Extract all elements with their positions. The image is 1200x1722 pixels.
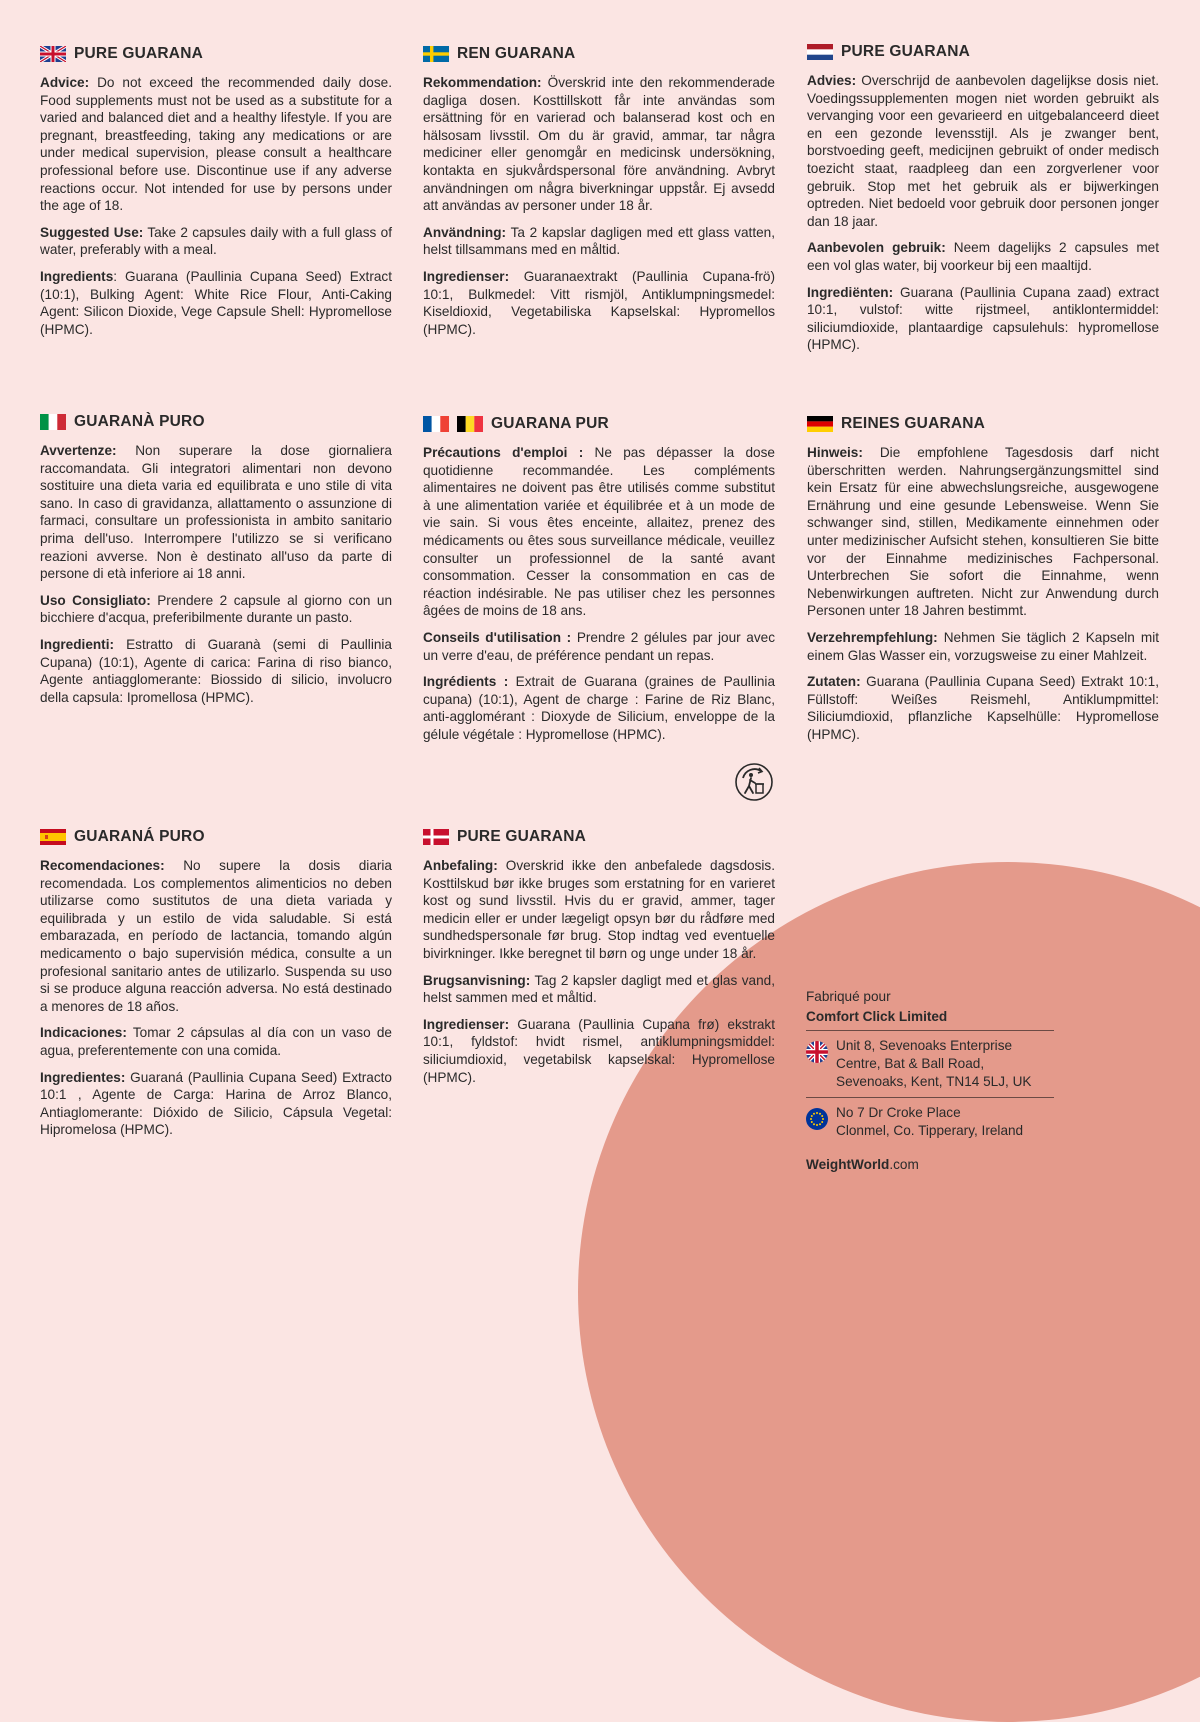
paragraph-label: Suggested Use: xyxy=(40,224,144,240)
paragraph-label: Advies: xyxy=(807,73,857,88)
uk-address-line: Centre, Bat & Ball Road, xyxy=(836,1056,985,1071)
section-title: GUARANÁ PURO xyxy=(74,828,205,845)
paragraph-label: Ingrediënten: xyxy=(807,284,894,300)
paragraph-text: Prendere 2 capsule al giorno con un bicchiere d'acqua, preferibilmente durante un pasto. xyxy=(40,592,392,626)
paragraph-label: Ingredienser: xyxy=(423,1016,510,1032)
section-paragraph xyxy=(40,592,392,627)
section-nl xyxy=(807,40,1159,363)
italy-flag-icon xyxy=(40,414,66,430)
section-paragraph xyxy=(423,268,775,338)
section-paragraph xyxy=(423,629,775,664)
paragraph-label: Rekommendation: xyxy=(423,75,542,90)
section-title: PURE GUARANA xyxy=(841,43,970,60)
eu-address xyxy=(806,1097,1054,1146)
paragraph-label: Ingredientes: xyxy=(40,1069,126,1085)
paragraph-label: Zutaten: xyxy=(807,674,861,690)
section-heading xyxy=(40,825,392,849)
paragraph-text: Overschrijd de aanbevolen dagelijkse dosis niet. Voedingssupplementen mogen niet worden gebruikt als vervanging voor een gevarieerd en uitgebalanceerd dieet en een gezonde levensstijl. Als je zwanger bent, borstvoeding geeft, medicijnen gebruikt of onder medisch toezicht staat, raadpleeg dan een zorgverlener voor gebruik. Stop met het gebruik als er bijwerkingen optreden. Niet bedoeld voor gebruik door personen jonger dan 18 jaar. xyxy=(807,73,1159,229)
paragraph-label: Verzehrempfehlung: xyxy=(807,629,938,645)
section-heading xyxy=(423,412,775,436)
france-flag-icon xyxy=(423,416,449,432)
paragraph-label: Brugsanvisning: xyxy=(423,972,531,988)
paragraph-text: Nehmen Sie täglich 2 Kapseln mit einem Glas Wasser ein, vorzugsweise zu einer Mahlzeit. xyxy=(807,629,1159,663)
paragraph-label: Indicaciones: xyxy=(40,1025,127,1041)
belgium-flag-icon xyxy=(457,416,483,432)
section-paragraph xyxy=(423,444,775,620)
paragraph-text: Die empfohlene Tagesdosis darf nicht überschritten werden. Nahrungsergänzungsmittel sind kein Ersatz für eine abwechslungsreiche, ausgewogene Ernährung und eine gesunde Lebensweise. Wenn Sie schwanger sind, stillen, Medikamente einnehmen oder unter medizinischer Aufsicht stehen, konsultieren Sie bitte vor der Einnahme medizinisches Fachpersonal. Unterbrechen Sie sofort die Einnahme, wenn Nebenwirkungen auftreten. Nicht zur Anwendung durch Personen unter 18 Jahren bestimmt. xyxy=(807,445,1159,619)
paragraph-label: Ingredienti: xyxy=(40,636,115,652)
section-paragraph xyxy=(423,224,775,259)
section-heading xyxy=(807,412,1159,436)
manufacturer-info xyxy=(806,988,1054,1174)
section-paragraph xyxy=(40,636,392,706)
section-paragraph xyxy=(40,442,392,583)
paragraph-text: Ne pas dépasser la dose quotidienne recommandée. Les compléments alimentaires ne doivent pas être utilisés comme substitut à une alimentation variée et équilibrée et à un mode de vie sain. Si vous êtes enceinte, allaitez, prenez des médicaments ou êtes sous surveillance médicale, veuillez consulter un professionnel de la santé avant consommation. Cesser la consommation en cas de réaction indésirable. Ne pas utiliser chez les personnes âgées de moins de 18 ans. xyxy=(423,445,775,619)
made-for-label: Fabriqué pour xyxy=(806,989,891,1004)
section-de xyxy=(807,412,1159,753)
paragraph-text: Tomar 2 cápsulas al día con un vaso de agua, preferentemente con una comida. xyxy=(40,1025,392,1058)
brand-domain: .com xyxy=(889,1157,919,1172)
company-name: Comfort Click Limited xyxy=(806,1009,948,1024)
section-heading xyxy=(807,40,1159,64)
paragraph-text: Extrait de Guarana (graines de Paullinia cupana) (10:1), Agent de charge : Farine de Riz Blanc, anti-agglomérant : Dioxyde de Silicium, enveloppe de la gélule végétale : Hypromellose (HPMC). xyxy=(423,674,775,742)
section-paragraph xyxy=(40,1024,392,1059)
paragraph-label: Ingredienser: xyxy=(423,268,510,284)
uk-flag-icon xyxy=(40,46,66,62)
eu-address-line: No 7 Dr Croke Place xyxy=(836,1105,961,1120)
paragraph-text: Ta 2 kapslar dagligen med ett glass vatten, helst tillsammans med en måltid. xyxy=(423,224,775,258)
section-heading xyxy=(40,410,392,434)
paragraph-text: Tag 2 kapsler dagligt med et glas vand, helst sammen med et måltid. xyxy=(423,972,775,1006)
paragraph-text: Non superare la dose giornaliera raccomandata. Gli integratori alimentari non devono sostituire una dieta varia ed equilibrata e uno stile di vita sano. In caso di gravidanza, allattamento o assunzione di farmaci, consultare un professionista in ambito sanitario prima dell'uso. Interrompere l'utilizzo se si verificano reazioni avverse. Non è destinato all'uso da parte di persone di età inferiore ai 18 anni. xyxy=(40,443,392,582)
section-heading xyxy=(40,42,392,66)
section-da xyxy=(423,825,775,1095)
section-en xyxy=(40,42,392,347)
paragraph-label: Recomendaciones: xyxy=(40,858,165,873)
paragraph-label: Aanbevolen gebruik: xyxy=(807,240,946,256)
eu-flag-icon xyxy=(806,1108,828,1130)
section-paragraph xyxy=(423,857,775,963)
section-es xyxy=(40,825,392,1148)
denmark-flag-icon xyxy=(423,829,449,845)
paragraph-text: Prendre 2 gélules par jour avec un verre d'eau, de préférence pendant un repas. xyxy=(423,629,775,663)
section-heading xyxy=(423,825,775,849)
section-paragraph xyxy=(40,1069,392,1139)
recycle-person-icon xyxy=(734,762,774,802)
section-paragraph xyxy=(807,72,1159,230)
section-title: REN GUARANA xyxy=(457,45,576,62)
paragraph-label: Hinweis: xyxy=(807,445,863,460)
uk-address-line: Sevenoaks, Kent, TN14 5LJ, UK xyxy=(836,1074,1032,1089)
paragraph-label: Précautions d'emploi : xyxy=(423,445,584,460)
section-paragraph xyxy=(423,673,775,743)
section-it xyxy=(40,410,392,715)
uk-address-line: Unit 8, Sevenoaks Enterprise xyxy=(836,1038,1013,1053)
paragraph-text: Överskrid inte den rekommenderade dagliga dosen. Kosttillskott får inte användas som ersättning för en varierad och balanserad kost och en hälsosam livsstil. Om du är gravid, ammar, tar några mediciner eller genomgår en medicinsk undersökning, kontakta en sjukvårdspersonal före användning. Avbryt användningen om några biverkningar uppstår. Ej avsedd att användas av personer under 18 år. xyxy=(423,75,775,214)
section-paragraph xyxy=(40,74,392,215)
section-paragraph xyxy=(40,224,392,259)
paragraph-text: Guarana (Paullinia Cupana frø) ekstrakt 10:1, fyldstof: hvidt rismel, antiklumpningsmiddel: siliciumdioxid, vegetabilsk kapselskal: Hypromellose (HPMC). xyxy=(423,1016,775,1085)
paragraph-text: Overskrid ikke den anbefalede dagsdosis. Kosttilskud bør ikke bruges som erstatning for en varieret kost og sund livsstil. Hvis du er gravid, ammer, tager medicin eller er under lægeligt opsyn bør du rådføre med sundhedspersonale før brug. Stop indtag ved eventuelle bivirkninger. Ikke beregnet til børn og unge under 18 år. xyxy=(423,858,775,961)
brand-website xyxy=(806,1156,1054,1174)
germany-flag-icon xyxy=(807,416,833,432)
section-paragraph xyxy=(423,972,775,1007)
section-paragraph xyxy=(807,673,1159,743)
paragraph-text: Take 2 capsules daily with a full glass of water, preferably with a meal. xyxy=(40,224,392,258)
section-paragraph xyxy=(40,857,392,1015)
paragraph-label: Ingrédients : xyxy=(423,674,509,690)
paragraph-text: Guarana (Paullinia Cupana zaad) extract 10:1, vulstof: witte rijstmeel, antiklontermiddel: siliciumdioxide, plantaardige capsulehuls: hypromellose (HPMC). xyxy=(807,284,1159,353)
netherlands-flag-icon xyxy=(807,44,833,60)
section-paragraph xyxy=(423,1016,775,1086)
section-paragraph xyxy=(807,444,1159,620)
section-paragraph xyxy=(40,268,392,338)
paragraph-text: No supere la dosis diaria recomendada. Los complementos alimenticios no deben utilizarse como sustitutos de una dieta variada y equilibrada y un estilo de vida saludable. Si está embarazada, en período de lactancia, tomando algún medicamento o bajo supervisión médica, consulte a un profesional sanitario antes de utilizarlo. Suspenda su uso si se produce alguna reacción adversa. No está destinado a menores de 18 años. xyxy=(40,858,392,1014)
section-fr xyxy=(423,412,775,753)
section-paragraph xyxy=(807,284,1159,354)
paragraph-label: Användning: xyxy=(423,224,507,240)
uk-flag-icon xyxy=(806,1041,828,1063)
paragraph-text: : Guarana (Paullinia Cupana Seed) Extract (10:1), Bulking Agent: White Rice Flour, Anti-Caking Agent: Silicon Dioxide, Vege Capsule Shell: Hypromellose (HPMC). xyxy=(40,268,392,337)
section-title: PURE GUARANA xyxy=(74,45,203,62)
paragraph-label: Anbefaling: xyxy=(423,858,498,873)
paragraph-text: Guaraná (Paullinia Cupana Seed) Extracto 10:1 , Agente de Carga: Harina de Arroz Blanco, Antiaglomerante: Dióxido de Silicio, Cápsula Vegetal: Hipromelosa (HPMC). xyxy=(40,1069,392,1138)
brand-name: WeightWorld xyxy=(806,1157,890,1172)
section-title: GUARANA PUR xyxy=(491,415,609,432)
paragraph-label: Conseils d'utilisation : xyxy=(423,629,572,645)
paragraph-text: Estratto di Guaranà (semi di Paullinia Cupana) (10:1), Agente di carica: Farina di riso bianco, Agente antiagglomerante: Biossido di silicio, involucro della capsula: Ipromellosa (HPMC). xyxy=(40,636,392,705)
section-paragraph xyxy=(807,239,1159,274)
paragraph-label: Uso Consigliato: xyxy=(40,592,151,608)
spain-flag-icon xyxy=(40,829,66,845)
paragraph-text: Do not exceed the recommended daily dose. Food supplements must not be used as a substitute for a varied and balanced diet and a healthy lifestyle. If you are pregnant, breastfeeding, taking any medications or are under medical supervision, please consult a healthcare professional before use. Discontinue use if any adverse reactions occur. Not intended for use by persons under the age of 18. xyxy=(40,75,392,214)
section-heading xyxy=(423,42,775,66)
sweden-flag-icon xyxy=(423,46,449,62)
paragraph-text: Neem dagelijks 2 capsules met een vol glas water, bij voorkeur bij een maaltijd. xyxy=(807,240,1160,273)
section-sv xyxy=(423,42,775,347)
section-paragraph xyxy=(807,629,1159,664)
uk-address xyxy=(806,1030,1054,1097)
paragraph-text: Guaranaextrakt (Paullinia Cupana-frö) 10:1, Bulkmedel: Vitt rismjöl, Antiklumpningsmedel: Kiseldioxid, Vegetabiliska Kapselskal: Hypromellos (HPMC). xyxy=(423,268,775,337)
eu-address-line: Clonmel, Co. Tipperary, Ireland xyxy=(836,1123,1024,1138)
paragraph-label: Avvertenze: xyxy=(40,443,117,458)
paragraph-label: Advice: xyxy=(40,75,90,90)
paragraph-text: Guarana (Paullinia Cupana Seed) Extrakt 10:1, Füllstoff: Weißes Reismehl, Antiklumpmittel: Siliciumdioxid, pflanzliche Kapselhülle: Hypromellose (HPMC). xyxy=(807,674,1159,742)
paragraph-label: Ingredients xyxy=(40,268,114,284)
section-paragraph xyxy=(423,74,775,215)
section-title: PURE GUARANA xyxy=(457,828,586,845)
section-title: REINES GUARANA xyxy=(841,415,986,432)
section-title: GUARANÀ PURO xyxy=(74,413,205,430)
